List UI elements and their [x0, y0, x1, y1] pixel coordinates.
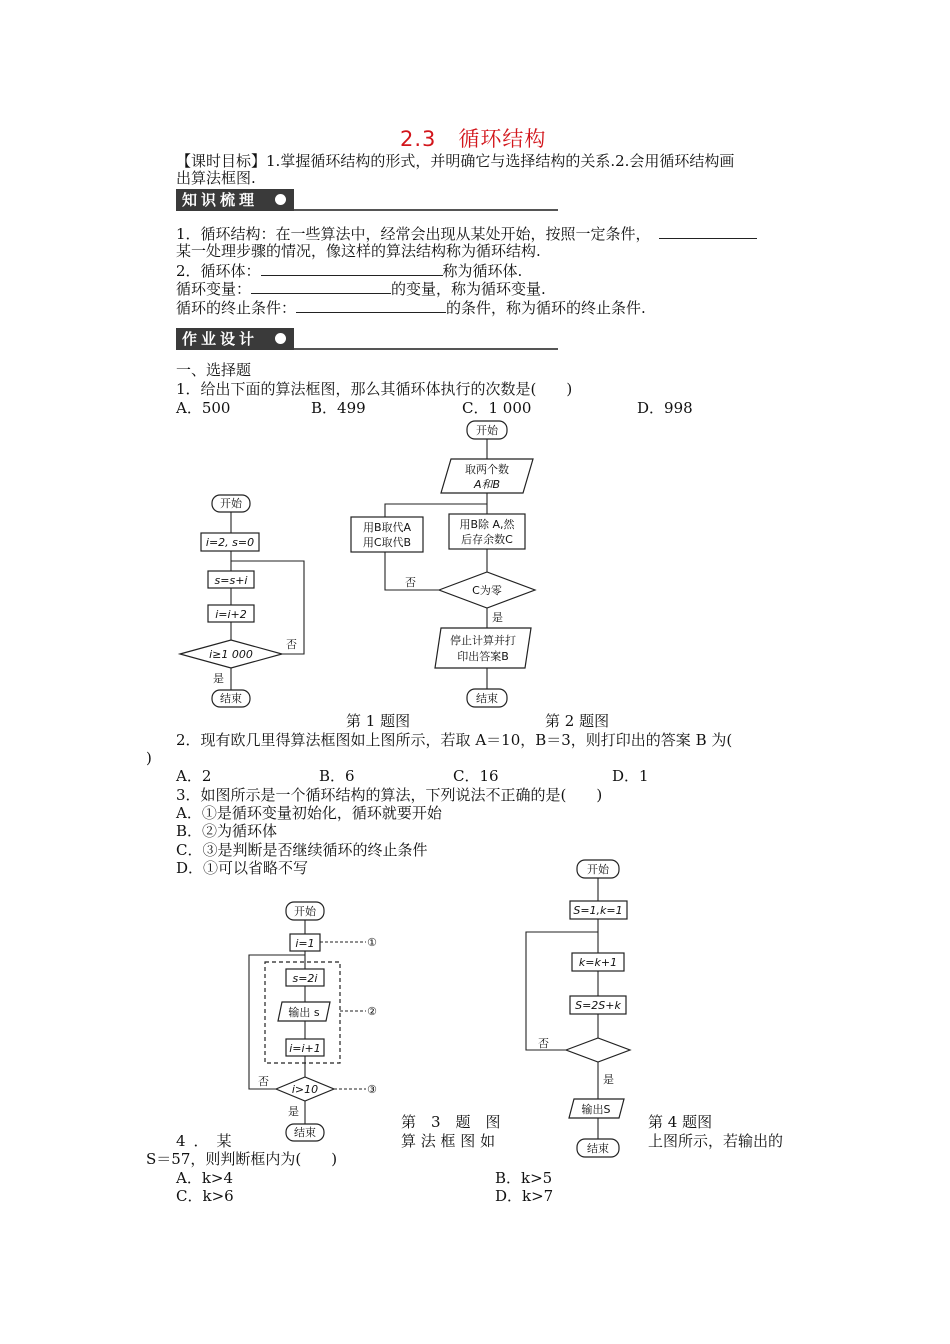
q3-option-a[interactable]: A．①是循环变量初始化，循环就要开始 [176, 804, 442, 822]
svg-text:结束: 结束 [587, 1142, 609, 1155]
question-1: 1．给出下面的算法框图，那么其循环体执行的次数是( ) [176, 380, 573, 398]
flowchart-figure-2 [345, 415, 545, 713]
svg-text:A和B: A和B [473, 478, 501, 491]
svg-text:用C取代B: 用C取代B [362, 536, 412, 549]
svg-text:是: 是 [603, 1073, 614, 1086]
question-2: 2．现有欧几里得算法框图如上图所示，若取 A＝10，B＝3，则打印出的答案 B 为( [176, 731, 733, 749]
fill-blank[interactable] [296, 298, 446, 313]
q2-option-a[interactable]: A．2 [176, 767, 212, 785]
q4-option-b[interactable]: B．k>5 [495, 1169, 553, 1187]
page-title: 2.3 循环结构 [400, 127, 547, 151]
knowledge-3: 循环变量： 的变量，称为循环变量. [176, 280, 546, 298]
knowledge-2: 2．循环体： 称为循环体. [176, 262, 523, 280]
svg-text:i=i+2: i=i+2 [215, 608, 247, 621]
knowledge-1b: 某一处理步骤的情况，像这样的算法结构称为循环结构. [176, 242, 541, 260]
svg-text:印出答案B: 印出答案B [457, 650, 509, 663]
q3-option-d[interactable]: D．①可以省略不写 [176, 859, 309, 877]
question-2-end: ) [146, 749, 152, 767]
q3-option-c[interactable]: C．③是判断是否继续循环的终止条件 [176, 841, 428, 859]
question-3: 3．如图所示是一个循环结构的算法，下列说法不正确的是( ) [176, 786, 603, 804]
svg-text:①: ① [367, 936, 377, 949]
flowchart-figure-1 [170, 488, 320, 712]
svg-text:否: 否 [538, 1037, 549, 1050]
svg-text:②: ② [367, 1005, 377, 1018]
figure-2-caption: 第 2 题图 [545, 712, 610, 730]
q4-option-c[interactable]: C．k>6 [176, 1187, 234, 1205]
svg-text:开始: 开始 [476, 424, 498, 437]
svg-text:i≥1 000: i≥1 000 [209, 648, 253, 661]
svg-text:s=2i: s=2i [292, 972, 318, 985]
question-4-part-b: 算 法 框 图 如 [401, 1132, 496, 1150]
q4-option-a[interactable]: A．k>4 [176, 1169, 234, 1187]
svg-text:用B除 A,然: 用B除 A,然 [459, 518, 515, 531]
figure-4-caption: 第 4 题图 [648, 1113, 713, 1131]
svg-text:k=k+1: k=k+1 [578, 956, 618, 969]
svg-text:结束: 结束 [220, 692, 242, 705]
knowledge-4: 循环的终止条件： 的条件，称为循环的终止条件. [176, 299, 646, 317]
flowchart-figure-3 [238, 893, 388, 1148]
svg-text:开始: 开始 [587, 863, 609, 876]
flowchart-figure-4 [520, 852, 640, 1162]
svg-text:否: 否 [258, 1075, 269, 1088]
part-heading: 一、选择题 [176, 361, 252, 379]
goal-label: 【课时目标】 [176, 152, 267, 170]
svg-text:后存余数C: 后存余数C [461, 533, 513, 546]
svg-text:i=i+1: i=i+1 [289, 1042, 321, 1055]
q3-option-b[interactable]: B．②为循环体 [176, 822, 278, 840]
svg-text:否: 否 [286, 638, 297, 651]
svg-text:C为零: C为零 [472, 584, 502, 597]
knowledge-1: 1．循环结构：在一些算法中，经常会出现从某处开始，按照一定条件， [176, 224, 757, 243]
svg-text:S=1,k=1: S=1,k=1 [573, 904, 623, 917]
dot-icon [275, 333, 286, 344]
svg-text:S=2S+k: S=2S+k [575, 999, 621, 1012]
svg-text:用B取代A: 用B取代A [362, 521, 412, 534]
fill-blank[interactable] [659, 224, 757, 239]
dot-icon [275, 194, 286, 205]
q2-option-c[interactable]: C．16 [453, 767, 499, 785]
q1-option-d[interactable]: D．998 [637, 399, 693, 417]
question-4-part-a: 4．某 [176, 1132, 240, 1150]
figure-1-caption: 第 1 题图 [346, 712, 411, 730]
q2-option-d[interactable]: D．1 [612, 767, 649, 785]
svg-text:否: 否 [405, 576, 416, 589]
svg-text:是: 是 [213, 672, 224, 685]
q1-option-c[interactable]: C．1 000 [462, 399, 532, 417]
svg-text:开始: 开始 [220, 497, 242, 510]
svg-text:③: ③ [367, 1083, 377, 1096]
q4-option-d[interactable]: D．k>7 [495, 1187, 554, 1205]
question-4-part-c: 上图所示，若输出的 [648, 1132, 784, 1150]
svg-text:是: 是 [492, 611, 503, 624]
svg-text:i>10: i>10 [291, 1083, 319, 1096]
svg-text:i=2, s=0: i=2, s=0 [205, 536, 255, 549]
svg-text:输出S: 输出S [581, 1103, 611, 1116]
question-4-part-d: S＝57，则判断框内为( ) [146, 1150, 338, 1168]
svg-text:i=1: i=1 [295, 937, 315, 950]
goal-line-2: 出算法框图. [176, 169, 256, 187]
fill-blank[interactable] [261, 261, 443, 276]
svg-text:输出 s: 输出 s [288, 1006, 320, 1019]
svg-text:结束: 结束 [294, 1126, 316, 1139]
svg-text:结束: 结束 [476, 692, 498, 705]
q2-option-b[interactable]: B．6 [319, 767, 355, 785]
svg-text:开始: 开始 [294, 905, 316, 918]
svg-text:s=s+i: s=s+i [214, 574, 248, 587]
figure-3-caption: 第 3 题 图 [401, 1113, 501, 1131]
svg-text:是: 是 [288, 1105, 299, 1118]
svg-text:取两个数: 取两个数 [465, 463, 509, 476]
goal-line-1: 【课时目标】1.掌握循环结构的形式，并明确它与选择结构的关系.2.会用循环结构画 [176, 152, 735, 170]
q1-option-b[interactable]: B．499 [311, 399, 366, 417]
svg-text:停止计算并打: 停止计算并打 [450, 634, 516, 647]
q1-option-a[interactable]: A．500 [176, 399, 231, 417]
fill-blank[interactable] [251, 279, 391, 294]
